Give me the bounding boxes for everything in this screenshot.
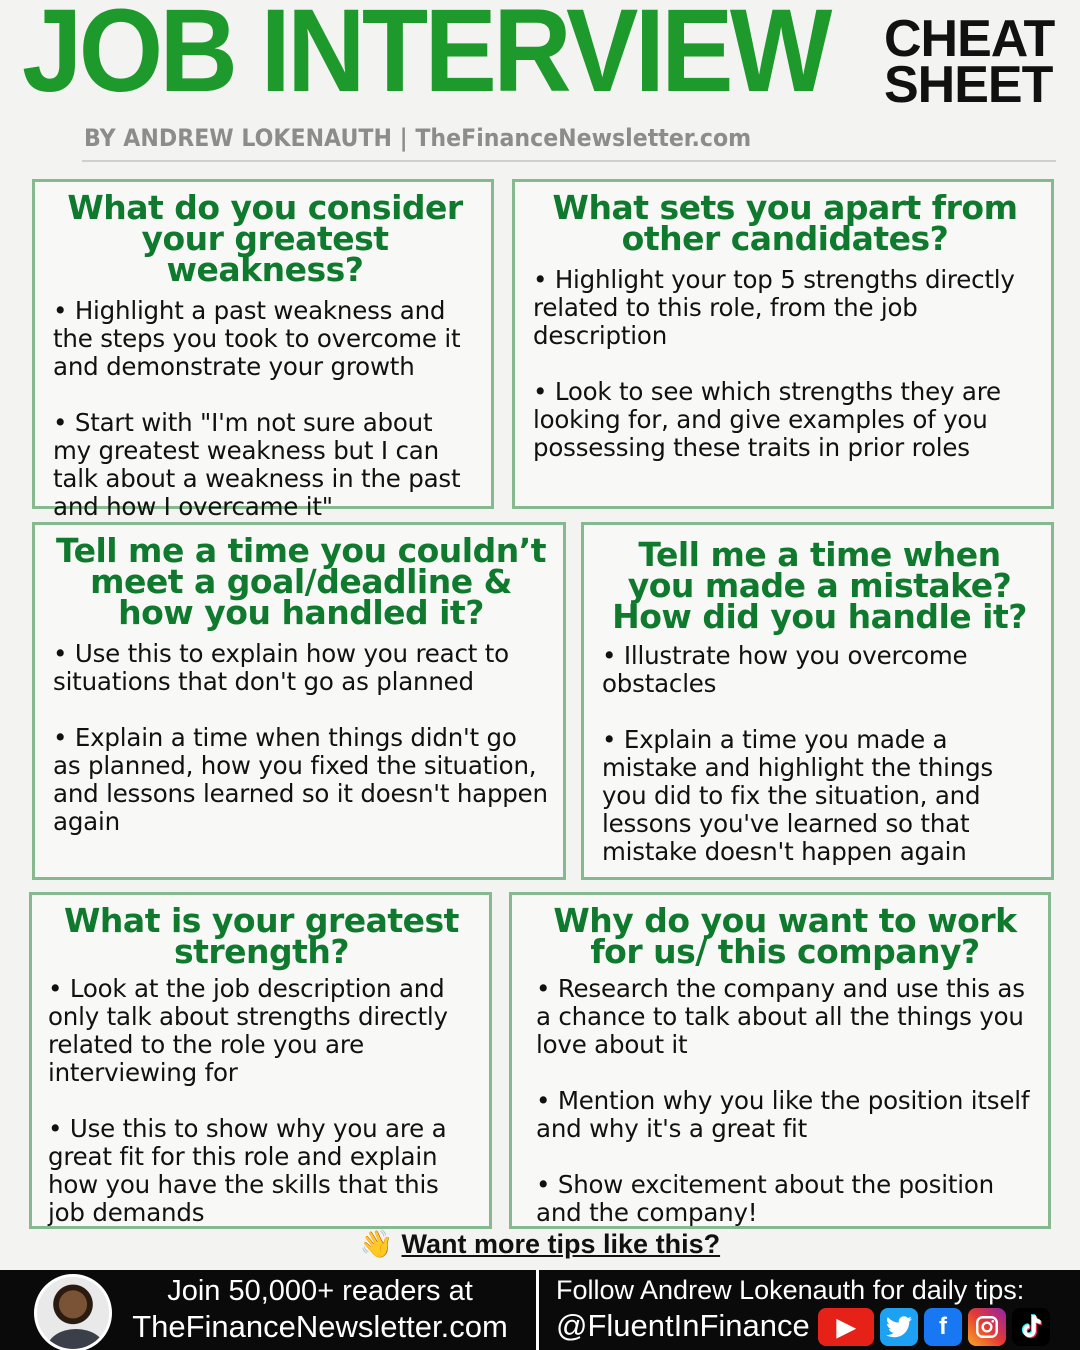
card-question: Tell me a time you couldn’t meet a goal/deadline & how you handled it?: [55, 531, 547, 632]
card-tip: • Highlight a past weakness and the steps you took to overcome it and demonstrate your growth: [53, 296, 461, 381]
follow-text: Follow Andrew Lokenauth for daily tips:: [556, 1275, 1025, 1305]
card-missed-goal: [32, 522, 566, 880]
card-greatest-weakness: [32, 179, 494, 521]
card-tip: • Highlight your top 5 strengths directly related to this role, from the job description: [533, 265, 1015, 350]
newsletter-promo: [120, 1274, 520, 1346]
byline: BY ANDREW LOKENAUTH | TheFinanceNewsletter.com: [84, 124, 752, 152]
card-question: What do you consider your greatest weakness?: [67, 188, 463, 289]
card-why-company: [509, 892, 1051, 1229]
card-tip: • Use this to explain how you react to situations that don't go as planned: [53, 639, 509, 696]
youtube-icon[interactable]: ▶: [818, 1308, 874, 1346]
footer: [0, 1270, 1080, 1350]
card-tip: • Look at the job description and only talk about strengths directly related to the role you are interviewing for: [48, 974, 448, 1087]
page-title: JOB INTERVIEW: [22, 0, 829, 117]
header-divider: [82, 160, 1056, 162]
card-tip: • Research the company and use this as a chance to talk about all the things you love about it: [536, 974, 1025, 1059]
card-made-mistake: [581, 522, 1054, 880]
card-question: What sets you apart from other candidates?: [552, 188, 1018, 258]
avatar: [34, 1274, 112, 1350]
instagram-icon[interactable]: [968, 1308, 1006, 1346]
card-tip: • Mention why you like the position itself and why it's a great fit: [536, 1086, 1030, 1143]
sheet-label: SHEET: [884, 56, 1053, 114]
card-greatest-strength: [29, 892, 492, 1229]
more-tips-cta: [0, 1228, 1080, 1260]
card-sets-apart: [512, 179, 1054, 509]
social-handle[interactable]: @FluentInFinance: [556, 1308, 810, 1343]
card-tip: • Illustrate how you overcome obstacles: [602, 641, 968, 698]
social-icons: [818, 1308, 1050, 1346]
card-tip: • Use this to show why you are a great fit for this role and explain how you have the skills that this job demands: [48, 1114, 447, 1227]
facebook-icon[interactable]: f: [924, 1308, 962, 1346]
card-tip: • Explain a time you made a mistake and highlight the things you did to fix the situation, and lessons you've learned so that mistake doesn't happen again: [602, 725, 993, 866]
join-readers-text: Join 50,000+ readers at: [167, 1275, 473, 1307]
tiktok-icon[interactable]: [1012, 1308, 1050, 1346]
cheat-label: CHEAT: [884, 10, 1055, 68]
waving-hand-icon: 👋: [359, 1229, 394, 1260]
footer-divider: [536, 1270, 539, 1350]
card-question: Tell me a time when you made a mistake? How did you handle it?: [612, 535, 1027, 636]
newsletter-site-link[interactable]: TheFinanceNewsletter.com: [132, 1309, 508, 1344]
card-tip: • Explain a time when things didn't go as planned, how you fixed the situation, and lessons learned so it doesn't happen again: [53, 723, 548, 836]
cheat-sheet-label: [884, 10, 1055, 114]
twitter-icon[interactable]: [880, 1308, 918, 1346]
card-question: Why do you want to work for us/ this company?: [553, 901, 1017, 971]
card-tip: • Show excitement about the position and the company!: [536, 1170, 994, 1227]
card-tip: • Start with "I'm not sure about my greatest weakness but I can talk about a weakness in the past and how I overcame it": [53, 408, 461, 521]
more-tips-link[interactable]: Want more tips like this?: [401, 1229, 721, 1259]
card-tip: • Look to see which strengths they are looking for, and give examples of you possessing these traits in prior roles: [533, 377, 1001, 462]
card-question: What is your greatest strength?: [64, 901, 459, 971]
header: [22, 0, 1062, 166]
